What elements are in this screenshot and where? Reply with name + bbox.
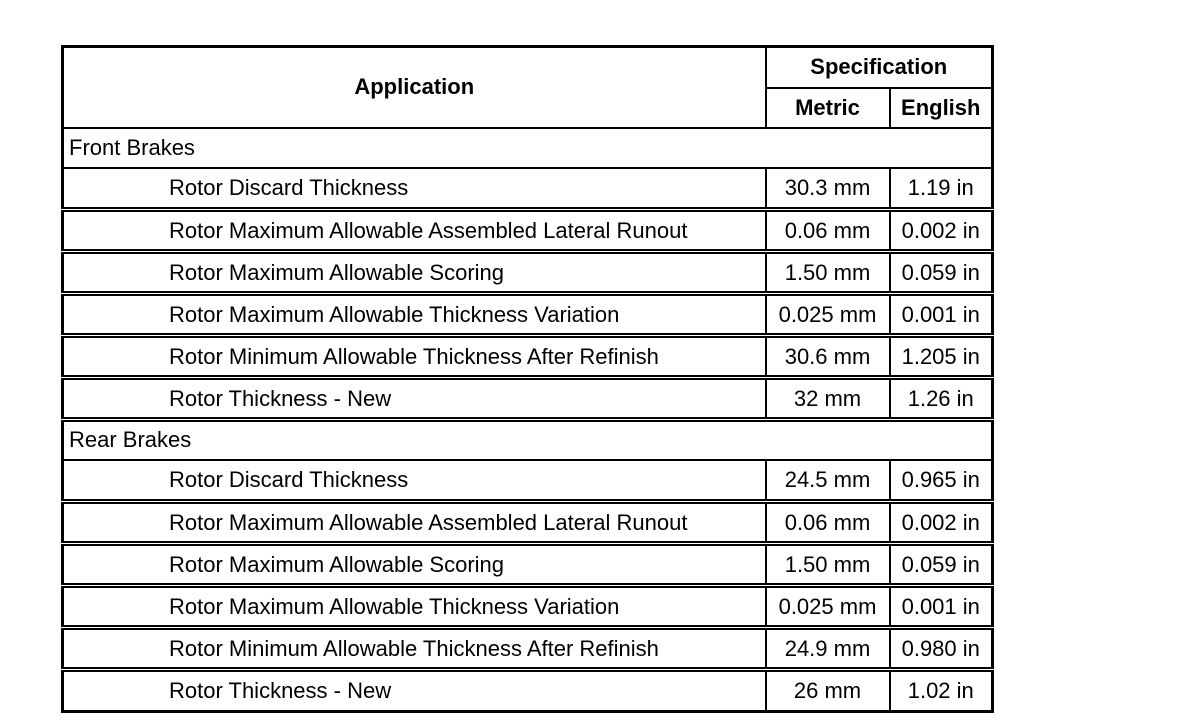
application-cell: Rotor Minimum Allowable Thickness After Refinish	[63, 336, 766, 378]
specification-header: Specification	[766, 47, 993, 88]
application-cell: Rotor Maximum Allowable Scoring	[63, 544, 766, 586]
metric-cell: 32 mm	[766, 378, 890, 420]
rear-brakes-section	[63, 420, 993, 712]
table-row	[63, 210, 993, 252]
metric-cell: 0.025 mm	[766, 586, 890, 628]
english-cell: 1.19 in	[890, 168, 993, 210]
application-cell: Rotor Minimum Allowable Thickness After Refinish	[63, 628, 766, 670]
table-row	[63, 460, 993, 502]
metric-cell: 30.6 mm	[766, 336, 890, 378]
table-row	[63, 502, 993, 544]
table-row	[63, 628, 993, 670]
metric-cell: 26 mm	[766, 670, 890, 712]
metric-cell: 0.025 mm	[766, 294, 890, 336]
english-cell: 0.002 in	[890, 210, 993, 252]
metric-cell: 1.50 mm	[766, 544, 890, 586]
metric-cell: 0.06 mm	[766, 210, 890, 252]
application-cell: Rotor Maximum Allowable Thickness Variation	[63, 294, 766, 336]
english-cell: 1.205 in	[890, 336, 993, 378]
application-cell: Rotor Maximum Allowable Assembled Lateral Runout	[63, 502, 766, 544]
table-row	[63, 378, 993, 420]
english-cell: 0.002 in	[890, 502, 993, 544]
table-row	[63, 336, 993, 378]
table-row	[63, 670, 993, 712]
application-cell: Rotor Discard Thickness	[63, 460, 766, 502]
table-row	[63, 168, 993, 210]
application-cell: Rotor Discard Thickness	[63, 168, 766, 210]
english-cell: 0.001 in	[890, 294, 993, 336]
metric-cell: 0.06 mm	[766, 502, 890, 544]
english-cell: 0.059 in	[890, 544, 993, 586]
section-title: Rear Brakes	[63, 420, 993, 460]
metric-cell: 30.3 mm	[766, 168, 890, 210]
section-title: Front Brakes	[63, 128, 993, 168]
metric-cell: 1.50 mm	[766, 252, 890, 294]
table-row	[63, 294, 993, 336]
application-cell: Rotor Thickness - New	[63, 670, 766, 712]
application-cell: Rotor Maximum Allowable Thickness Variation	[63, 586, 766, 628]
table-row	[63, 252, 993, 294]
metric-header: Metric	[766, 88, 890, 128]
front-brakes-section	[63, 128, 993, 420]
english-cell: 0.001 in	[890, 586, 993, 628]
brake-specification-table	[61, 45, 994, 713]
english-cell: 1.02 in	[890, 670, 993, 712]
metric-cell: 24.9 mm	[766, 628, 890, 670]
application-header: Application	[63, 47, 766, 128]
application-cell: Rotor Thickness - New	[63, 378, 766, 420]
application-cell: Rotor Maximum Allowable Assembled Lateral Runout	[63, 210, 766, 252]
table-row	[63, 544, 993, 586]
application-cell: Rotor Maximum Allowable Scoring	[63, 252, 766, 294]
english-cell: 1.26 in	[890, 378, 993, 420]
english-cell: 0.965 in	[890, 460, 993, 502]
english-header: English	[890, 88, 993, 128]
english-cell: 0.059 in	[890, 252, 993, 294]
english-cell: 0.980 in	[890, 628, 993, 670]
table-row	[63, 586, 993, 628]
metric-cell: 24.5 mm	[766, 460, 890, 502]
